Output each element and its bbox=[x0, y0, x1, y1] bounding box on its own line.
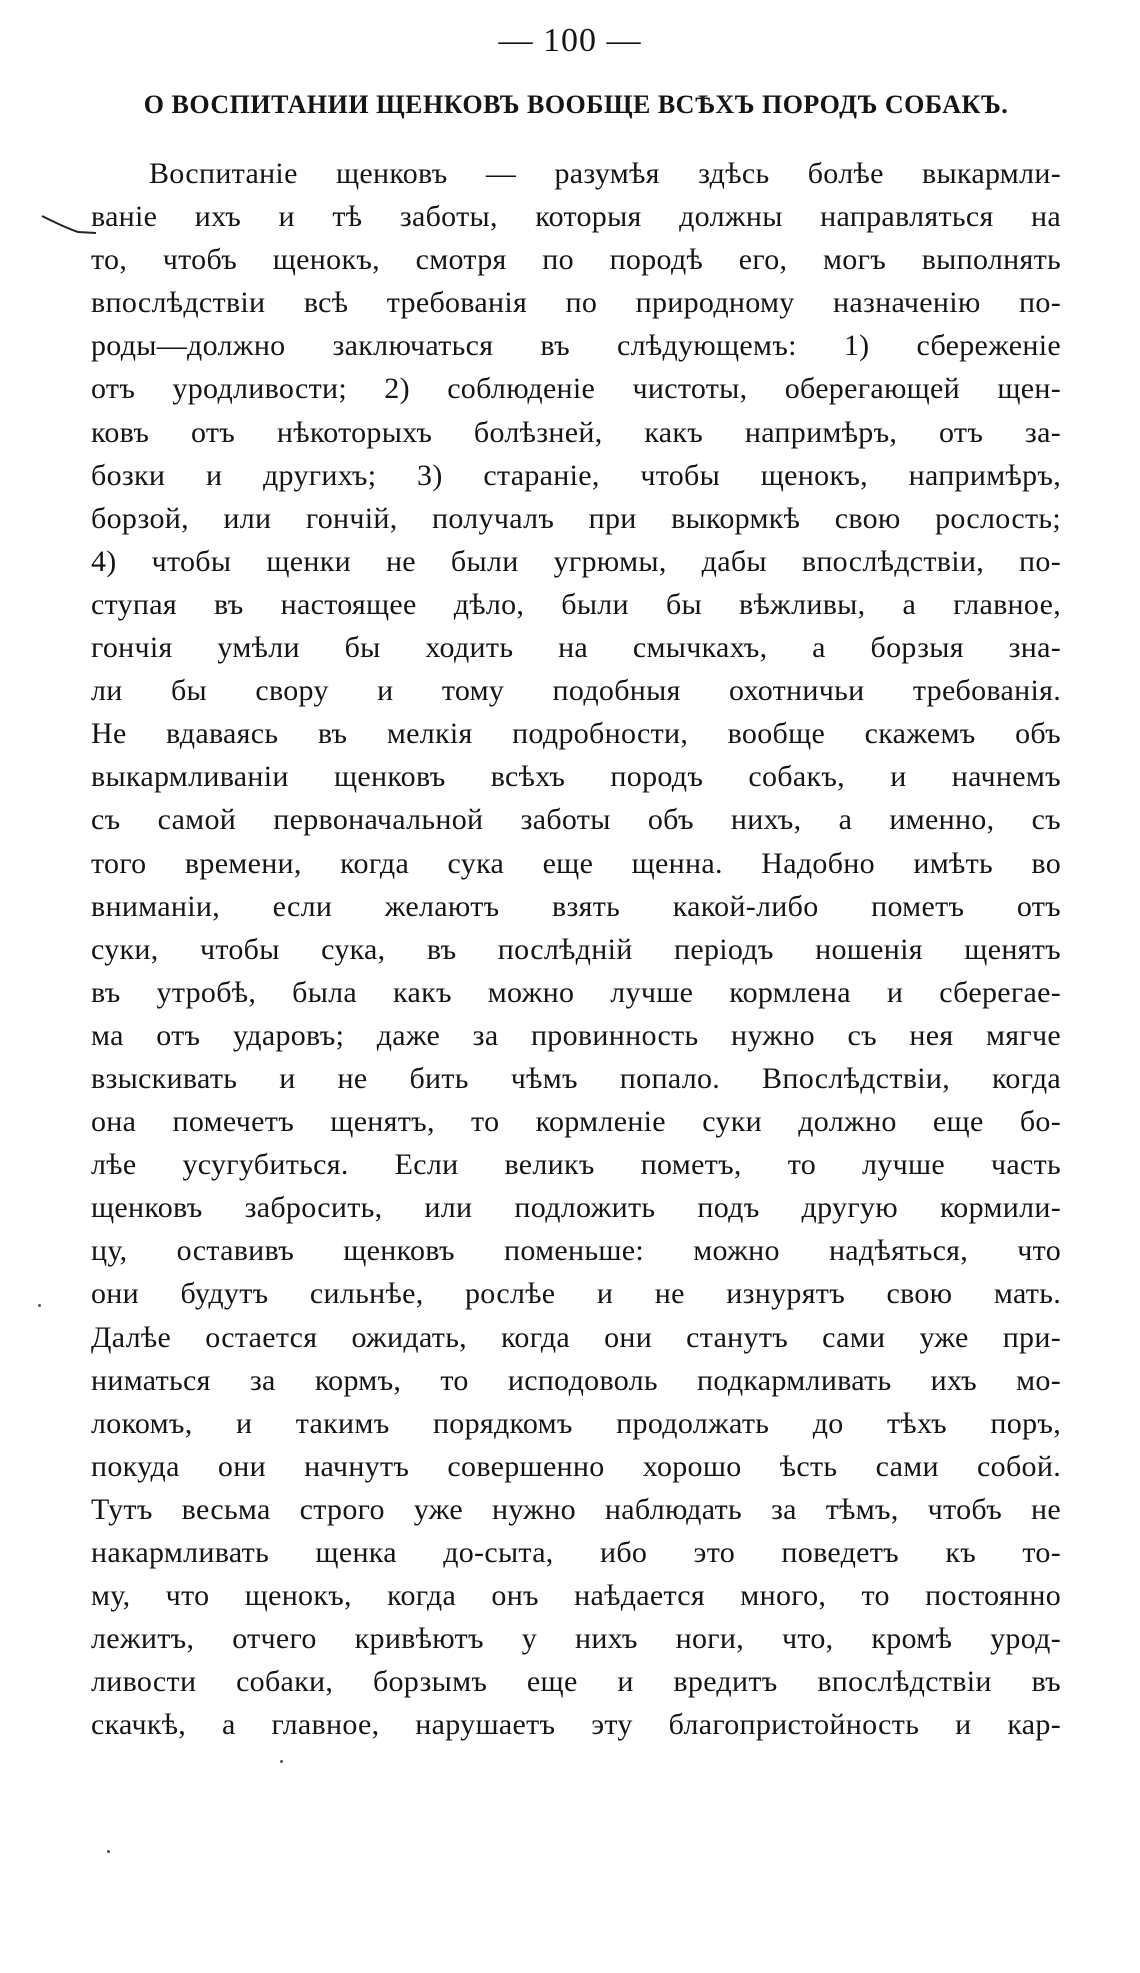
paper-speck bbox=[107, 1850, 110, 1853]
text-line: суки, чтобы сука, въ послѣдній періодъ ношенія щенятъ bbox=[91, 932, 1061, 966]
text-line: взыскивать и не бить чѣмъ попало. Впослѣдствіи, когда bbox=[91, 1061, 1061, 1095]
text-line: то, чтобъ щенокъ, смотря по породѣ его, могъ выполнять bbox=[91, 243, 1061, 277]
text-line: борзой, или гончій, получалъ при выкормкѣ свою рослость; bbox=[91, 501, 1061, 535]
text-line: они будутъ сильнѣе, рослѣе и не изнурятъ свою мать. bbox=[91, 1277, 1061, 1311]
text-line: отъ уродливости; 2) соблюденіе чистоты, оберегающей щен- bbox=[91, 372, 1061, 406]
text-line: лежитъ, отчего кривѣютъ у нихъ ноги, что, кромѣ урод- bbox=[91, 1622, 1061, 1656]
text-line: выкармливаніи щенковъ всѣхъ породъ собакъ, и начнемъ bbox=[91, 760, 1061, 794]
text-line: гончія умѣли бы ходить на смычкахъ, а борзыя зна- bbox=[91, 631, 1061, 665]
text-line: цу, оставивъ щенковъ поменьше: можно надѣяться, что bbox=[91, 1234, 1061, 1268]
text-line: ли бы свору и тому подобныя охотничьи требованія. bbox=[91, 674, 1061, 708]
page-number: — 100 — bbox=[498, 22, 642, 59]
text-line: бозки и другихъ; 3) стараніе, чтобы щенокъ, напримѣръ, bbox=[91, 458, 1061, 492]
paper-speck bbox=[280, 1760, 283, 1763]
text-line: того времени, когда сука еще щенна. Надобно имѣть во bbox=[91, 846, 1061, 880]
text-line: локомъ, и такимъ порядкомъ продолжать до тѣхъ поръ, bbox=[91, 1406, 1061, 1440]
body-text bbox=[91, 152, 1061, 1746]
text-line: Тутъ весьма строго уже нужно наблюдать за тѣмъ, чтобъ не bbox=[91, 1492, 1061, 1526]
text-line: му, что щенокъ, когда онъ наѣдается много, то постоянно bbox=[91, 1579, 1061, 1613]
text-line: лѣе усугубиться. Если великъ пометъ, то лучше часть bbox=[91, 1148, 1061, 1182]
text-line: ковъ отъ нѣкоторыхъ болѣзней, какъ напримѣръ, отъ за- bbox=[91, 415, 1061, 449]
text-line: ступая въ настоящее дѣло, были бы вѣжливы, а главное, bbox=[91, 587, 1061, 621]
text-line: накармливать щенка до-сыта, ибо это поведетъ къ то- bbox=[91, 1536, 1061, 1569]
text-line: ваніе ихъ и тѣ заботы, которыя должны направляться на bbox=[91, 200, 1061, 234]
text-line: вниманіи, если желаютъ взять какой-либо пометъ отъ bbox=[91, 889, 1061, 923]
text-line: ниматься за кормъ, то исподоволь подкармливать ихъ мо- bbox=[91, 1363, 1061, 1397]
text-line: съ самой первоначальной заботы объ нихъ, а именно, съ bbox=[91, 803, 1061, 837]
text-line: роды—должно заключаться въ слѣдующемъ: 1) сбереженіе bbox=[91, 329, 1061, 363]
text-line: 4) чтобы щенки не были угрюмы, дабы впослѣдствіи, по- bbox=[91, 544, 1061, 578]
text-line: ма отъ ударовъ; даже за провинность нужно съ нея мягче bbox=[91, 1018, 1061, 1052]
text-line: ливости собаки, борзымъ еще и вредитъ впослѣдствіи въ bbox=[91, 1665, 1061, 1699]
text-line: Не вдаваясь въ мелкія подробности, вообще скажемъ объ bbox=[91, 717, 1061, 751]
text-line: въ утробѣ, была какъ можно лучше кормлена и сберегае- bbox=[91, 975, 1061, 1009]
text-line: покуда они начнутъ совершенно хорошо ѣсть сами собой. bbox=[91, 1449, 1061, 1483]
chapter-heading: О ВОСПИТАНИИ ЩЕНКОВЪ ВООБЩЕ ВСѢХЪ ПОРОДЪ СОБАКЪ. bbox=[143, 90, 1009, 119]
text-line: Далѣе остается ожидать, когда они станутъ сами уже при- bbox=[91, 1320, 1061, 1354]
text-line: она помечетъ щенятъ, то кормленіе суки должно еще бо- bbox=[91, 1105, 1061, 1139]
text-line: щенковъ забросить, или подложить подъ другую кормили- bbox=[91, 1191, 1061, 1225]
text-line: скачкѣ, а главное, нарушаетъ эту благопристойность и кар- bbox=[91, 1708, 1061, 1742]
text-line: Воспитаніе щенковъ — разумѣя здѣсь болѣе выкармли- bbox=[149, 157, 1061, 190]
paper-speck bbox=[38, 1304, 41, 1307]
text-line: впослѣдствіи всѣ требованія по природному назначенію по- bbox=[91, 286, 1061, 320]
